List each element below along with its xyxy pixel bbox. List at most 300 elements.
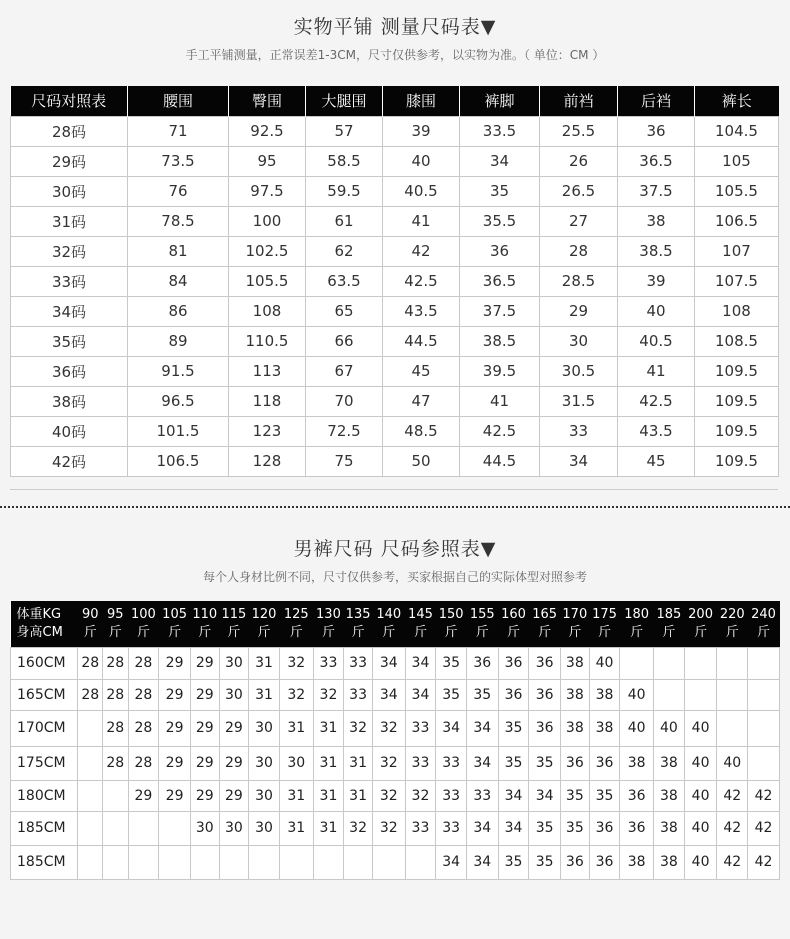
weight-header-cell [344,601,373,647]
size-cell: 33 [405,811,436,845]
size-cell: 30 [249,746,280,780]
measurement-cell: 109.5 [695,356,779,386]
weight-unit: 斤 [382,624,396,640]
measurement-cell: 28 [540,236,618,266]
size-cell [103,845,129,879]
weight-value: 200 [688,606,713,622]
size-cell: 32 [372,710,405,746]
measurement-cell: 110.5 [229,326,306,356]
measurement-cell: 35.5 [460,206,540,236]
weight-header-cell [466,601,498,647]
size-cell: 34 [436,845,467,879]
weight-unit: 斤 [662,624,676,640]
size-cell: 36 [589,746,620,780]
size-cell: 36 [589,845,620,879]
size-cell [313,845,344,879]
measurement-cell: 105 [695,146,779,176]
size-cell: 42 [717,811,748,845]
measurement-cell: 33.5 [460,116,540,146]
weight-unit: 斤 [444,624,458,640]
weight-header-cell [620,601,654,647]
size-cell: 38 [654,780,685,811]
size-cell: 29 [219,746,249,780]
weight-unit: 斤 [198,624,212,640]
size-cell: 36 [498,647,529,679]
weight-value: 170 [562,606,588,622]
size-cell [684,679,717,710]
size-cell: 28 [128,647,159,679]
size-label-cell: 28码 [11,116,128,146]
measurement-cell: 58.5 [306,146,383,176]
weight-value: 140 [376,606,402,622]
measurement-cell: 108.5 [695,326,779,356]
table-row [11,746,780,780]
weight-unit: 斤 [413,624,427,640]
weight-header-cell [684,601,717,647]
weight-value: 180 [624,606,650,622]
size-label-cell: 30码 [11,176,128,206]
size-cell: 29 [159,780,191,811]
size-cell: 42 [717,780,748,811]
measurement-cell: 45 [383,356,460,386]
measurement-header-cell: 前裆 [540,86,618,116]
size-cell: 32 [279,647,313,679]
measurement-cell: 42.5 [460,416,540,446]
measurement-cell: 30.5 [540,356,618,386]
size-cell: 32 [344,710,373,746]
size-cell: 34 [498,811,529,845]
size-cell: 32 [372,780,405,811]
measurement-cell: 75 [306,446,383,476]
measurement-cell: 31.5 [540,386,618,416]
weight-unit: 斤 [568,624,582,640]
size-cell: 35 [436,679,467,710]
measurement-cell: 34 [460,146,540,176]
height-label-cell: 185CM [11,845,78,879]
table-row [11,416,779,446]
measurement-cell: 30 [540,326,618,356]
measurement-cell: 36 [460,236,540,266]
measurement-cell: 42.5 [383,266,460,296]
size-cell: 32 [344,811,373,845]
size-cell: 30 [279,746,313,780]
size-cell: 36 [498,679,529,710]
size-cell: 31 [279,710,313,746]
measurement-cell: 41 [460,386,540,416]
size-cell: 29 [190,780,219,811]
weight-value: 130 [316,606,341,622]
size-cell: 34 [405,647,436,679]
size-cell: 34 [405,679,436,710]
weight-value: 120 [251,606,277,622]
size-reference-subtitle: 每个人身材比例不同，尺寸仅供参考，买家根据自己的实际体型对照参考 [202,570,587,584]
table-row [11,146,779,176]
size-cell: 34 [498,780,529,811]
measurement-cell: 37.5 [618,176,695,206]
measurement-cell: 39.5 [460,356,540,386]
measurement-header-cell: 裤脚 [460,86,540,116]
weight-value: 160 [501,606,526,622]
size-cell: 28 [103,710,129,746]
section-divider-line [10,489,778,490]
measurement-cell: 27 [540,206,618,236]
size-cell: 35 [498,845,529,879]
measurement-cell: 84 [128,266,229,296]
size-cell: 36 [529,710,561,746]
weight-header-cell [589,601,620,647]
measurement-cell: 105.5 [229,266,306,296]
measurement-cell: 96.5 [128,386,229,416]
table-row [11,206,779,236]
weight-unit: 斤 [136,624,150,640]
size-cell [78,710,103,746]
size-cell: 30 [219,811,249,845]
size-cell: 35 [529,845,561,879]
size-cell: 40 [620,679,654,710]
size-label-cell: 42码 [11,446,128,476]
size-reference-header [11,601,780,647]
size-cell: 29 [190,746,219,780]
measurement-cell: 100 [229,206,306,236]
measurement-cell: 40 [383,146,460,176]
table-row [11,296,779,326]
measurement-cell: 50 [383,446,460,476]
weight-header-cell [372,601,405,647]
size-cell [654,647,685,679]
measurement-cell: 91.5 [128,356,229,386]
size-cell [128,811,159,845]
size-cell: 28 [128,710,159,746]
size-cell: 40 [654,710,685,746]
measurement-cell: 102.5 [229,236,306,266]
measurement-cell: 43.5 [618,416,695,446]
size-cell: 40 [684,746,717,780]
weight-value: 155 [469,606,495,622]
size-reference-table [10,601,780,880]
weight-label: 体重KG [16,606,62,622]
measurement-header-cell: 膝围 [383,86,460,116]
size-cell: 31 [279,811,313,845]
table-row [11,780,780,811]
table-row [11,116,779,146]
size-cell: 34 [466,746,498,780]
size-cell: 30 [249,710,280,746]
size-cell: 29 [159,679,191,710]
weight-header-cell [103,601,129,647]
weight-value: 145 [408,606,433,622]
size-cell [159,811,191,845]
size-cell [78,811,103,845]
size-cell: 29 [219,780,249,811]
size-cell: 36 [466,647,498,679]
size-cell: 32 [313,679,344,710]
weight-value: 100 [131,606,156,622]
measurement-cell: 38.5 [618,236,695,266]
size-cell: 28 [128,679,159,710]
size-cell: 29 [159,710,191,746]
weight-value: 105 [162,606,187,622]
size-cell: 30 [219,647,249,679]
size-cell: 28 [78,647,103,679]
weight-unit: 斤 [168,624,182,640]
weight-unit: 斤 [725,624,739,640]
weight-unit: 斤 [630,624,644,640]
height-label-cell: 180CM [11,780,78,811]
measurement-header-cell: 尺码对照表 [11,86,128,116]
size-cell [405,845,436,879]
size-cell: 31 [313,746,344,780]
size-cell: 35 [529,746,561,780]
size-cell: 34 [372,647,405,679]
size-cell: 33 [436,746,467,780]
size-cell: 38 [620,746,654,780]
measurement-cell: 26 [540,146,618,176]
size-cell: 42 [748,845,780,879]
size-cell: 30 [249,780,280,811]
size-label-cell: 32码 [11,236,128,266]
size-cell: 38 [589,710,620,746]
size-cell: 36 [620,780,654,811]
size-cell [249,845,280,879]
weight-unit: 斤 [351,624,365,640]
weight-header-cell [313,601,344,647]
size-cell: 34 [466,845,498,879]
measurement-cell: 59.5 [306,176,383,206]
size-cell: 33 [436,780,467,811]
size-cell [684,647,717,679]
table-row [11,811,780,845]
size-cell: 31 [344,746,373,780]
weight-value: 165 [532,606,558,622]
size-cell: 30 [190,811,219,845]
size-cell [103,811,129,845]
weight-unit: 斤 [227,624,241,640]
table-row [11,679,780,710]
measurement-cell: 41 [383,206,460,236]
weight-header-cell [436,601,467,647]
size-cell: 32 [405,780,436,811]
weight-unit: 斤 [757,624,771,640]
size-cell: 34 [436,710,467,746]
size-cell [748,746,780,780]
weight-value: 125 [283,606,309,622]
measurement-cell: 41 [618,356,695,386]
measurement-header-cell: 裤长 [695,86,779,116]
measurement-cell: 66 [306,326,383,356]
size-cell: 35 [498,746,529,780]
size-label-cell: 29码 [11,146,128,176]
weight-height-corner [11,601,78,647]
size-cell: 33 [436,811,467,845]
size-cell: 36 [529,647,561,679]
size-cell: 35 [498,710,529,746]
table-row [11,446,779,476]
measurement-cell: 43.5 [383,296,460,326]
table-row [11,647,780,679]
size-cell: 36 [561,746,590,780]
measurement-cell: 89 [128,326,229,356]
size-cell: 28 [103,647,129,679]
measurement-cell: 108 [695,296,779,326]
size-cell: 38 [620,845,654,879]
size-cell [78,780,103,811]
measurement-cell: 109.5 [695,386,779,416]
size-label-cell: 35码 [11,326,128,356]
height-label-cell: 160CM [11,647,78,679]
measurement-cell: 33 [540,416,618,446]
measurement-header-cell: 后裆 [618,86,695,116]
size-cell: 35 [466,679,498,710]
measurement-cell: 36.5 [460,266,540,296]
table-row [11,326,779,356]
size-cell: 38 [589,679,620,710]
size-cell [620,647,654,679]
size-cell: 31 [313,710,344,746]
measurement-cell: 34 [540,446,618,476]
weight-unit: 斤 [694,624,708,640]
size-cell: 40 [684,780,717,811]
size-cell [717,647,748,679]
size-cell: 35 [436,647,467,679]
weight-header-cell [654,601,685,647]
weight-header-cell [190,601,219,647]
measurement-header-cell: 臀围 [229,86,306,116]
size-cell: 36 [529,679,561,710]
measurement-cell: 25.5 [540,116,618,146]
weight-value: 240 [751,606,776,622]
size-cell: 29 [159,746,191,780]
size-cell: 40 [684,845,717,879]
height-label-cell: 170CM [11,710,78,746]
measurement-cell: 95 [229,146,306,176]
size-cell: 38 [561,710,590,746]
weight-header-cell [717,601,748,647]
size-cell: 40 [684,811,717,845]
size-label-cell: 33码 [11,266,128,296]
measurement-cell: 107.5 [695,266,779,296]
measurement-cell: 97.5 [229,176,306,206]
measurement-cell: 78.5 [128,206,229,236]
weight-value: 115 [221,606,247,622]
size-cell [78,746,103,780]
size-cell: 40 [684,710,717,746]
size-cell: 38 [654,746,685,780]
size-cell: 31 [313,811,344,845]
size-cell [279,845,313,879]
measurement-table-title: 实物平铺 测量尺码表▼ [293,16,497,38]
size-cell: 29 [190,679,219,710]
weight-header-cell [498,601,529,647]
measurement-cell: 39 [383,116,460,146]
measurement-cell: 128 [229,446,306,476]
size-cell [128,845,159,879]
table-row [11,386,779,416]
measurement-cell: 106.5 [695,206,779,236]
height-label-cell: 185CM [11,811,78,845]
table-row [11,236,779,266]
measurement-cell: 38.5 [460,326,540,356]
measurement-cell: 42.5 [618,386,695,416]
size-cell [748,710,780,746]
measurement-cell: 72.5 [306,416,383,446]
size-cell: 31 [249,679,280,710]
height-label-cell: 175CM [11,746,78,780]
size-cell [78,845,103,879]
measurement-cell: 71 [128,116,229,146]
size-cell [717,710,748,746]
measurement-cell: 36 [618,116,695,146]
size-cell [654,679,685,710]
size-label-cell: 40码 [11,416,128,446]
size-cell [344,845,373,879]
size-cell: 28 [128,746,159,780]
measurement-cell: 105.5 [695,176,779,206]
size-cell: 33 [466,780,498,811]
size-cell: 29 [159,647,191,679]
weight-unit: 斤 [506,624,520,640]
measurement-cell: 104.5 [695,116,779,146]
size-cell: 28 [103,746,129,780]
size-cell: 28 [103,679,129,710]
measurement-cell: 61 [306,206,383,236]
table-row [11,266,779,296]
size-cell: 35 [529,811,561,845]
measurement-cell: 123 [229,416,306,446]
size-cell: 31 [313,780,344,811]
weight-header-cell [529,601,561,647]
weight-header-cell [561,601,590,647]
measurement-cell: 48.5 [383,416,460,446]
size-cell: 34 [372,679,405,710]
height-label: 身高CM [16,624,63,640]
measurement-table-header [11,86,779,116]
weight-unit: 斤 [538,624,552,640]
size-cell [717,679,748,710]
measurement-cell: 35 [460,176,540,206]
size-cell [103,780,129,811]
weight-header-cell [78,601,103,647]
measurement-table-subtitle: 手工平铺测量，正常误差1-3CM，尺寸仅供参考，以实物为准。（ 单位：CM ） [185,48,605,62]
weight-header-cell [128,601,159,647]
size-cell: 32 [279,679,313,710]
measurement-cell: 38 [618,206,695,236]
table-row [11,710,780,746]
weight-unit: 斤 [289,624,303,640]
measurement-cell: 42 [383,236,460,266]
measurement-cell: 118 [229,386,306,416]
weight-header-cell [405,601,436,647]
weight-header-cell [279,601,313,647]
weight-header-cell [748,601,780,647]
size-cell: 38 [561,647,590,679]
size-cell: 31 [279,780,313,811]
dotted-separator [0,506,790,508]
weight-value: 150 [438,606,464,622]
size-cell: 36 [589,811,620,845]
measurement-cell: 37.5 [460,296,540,326]
weight-unit: 斤 [108,624,122,640]
size-cell: 30 [249,811,280,845]
size-cell [372,845,405,879]
size-cell: 34 [529,780,561,811]
size-cell: 40 [620,710,654,746]
measurement-cell: 40.5 [618,326,695,356]
size-cell: 29 [219,710,249,746]
weight-value: 135 [345,606,371,622]
measurement-cell: 108 [229,296,306,326]
size-cell: 35 [561,780,590,811]
weight-value: 220 [719,606,745,622]
